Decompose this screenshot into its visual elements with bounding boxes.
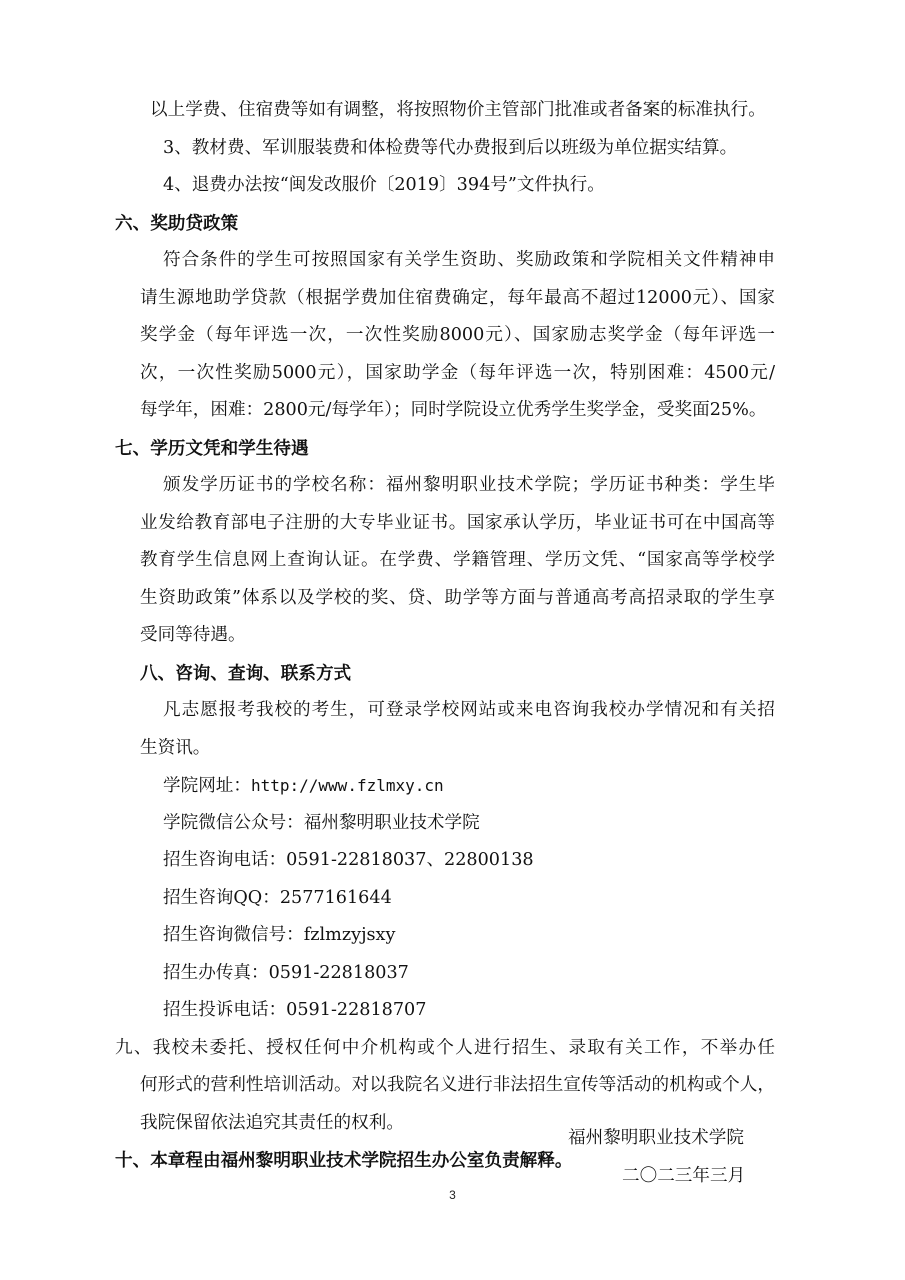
refund-policy-line: 4、退费办法按“闽发改服价〔2019〕394号”文件执行。	[163, 175, 605, 195]
section-7-paragraph-line: 教育学生信息网上查询认证。在学费、学籍管理、学历文凭、“国家高等学校学	[140, 550, 775, 570]
page-number: 3	[449, 1188, 456, 1202]
contact-value: 0591-22818037、22800138	[286, 850, 534, 870]
contact-value: 2577161644	[279, 887, 392, 908]
contact-website	[115, 767, 775, 805]
section-7-paragraph-line: 颁发学历证书的学校名称：福州黎明职业技术学院；学历证书种类：学生毕	[163, 475, 775, 495]
section-6-paragraph-line: 符合条件的学生可按照国家有关学生资助、奖励政策和学院相关文件精神申	[163, 250, 775, 270]
document-body	[115, 92, 775, 1180]
contact-label: 招生咨询微信号：	[163, 925, 304, 945]
section-10-heading: 十、本章程由福州黎明职业技术学院招生办公室负责解释。	[115, 1150, 573, 1171]
signature-date: 二〇二三年三月	[622, 1166, 746, 1186]
contact-wechat	[115, 917, 775, 955]
contact-complaint	[115, 992, 775, 1030]
section-6-paragraph-line: 奖学金（每年评选一次，一次性奖励8000元）、国家励志奖学金（每年评选一	[140, 325, 775, 345]
section-6-paragraph-line: 请生源地助学贷款（根据学费加住宿费确定，每年最高不超过12000元）、国家	[140, 287, 775, 308]
contact-label: 招生咨询电话：	[163, 850, 287, 870]
section-7-heading: 七、学历文凭和学生待遇	[115, 437, 309, 459]
section-9-line: 九、我校未委托、授权任何中介机构或个人进行招生、录取有关工作，不举办任	[115, 1037, 775, 1058]
fee-adjustment-line: 以上学费、住宿费等如有调整，将按照物价主管部门批准或者备案的标准执行。	[150, 100, 766, 120]
section-8-paragraph-line: 生资讯。	[140, 737, 211, 758]
section-7-paragraph-line: 生资助政策”体系以及学校的奖、贷、助学等方面与普通高考高招录取的学生享	[140, 587, 775, 608]
contact-value: 0591-22818037	[268, 962, 409, 983]
contact-label: 招生咨询QQ：	[163, 887, 280, 908]
section-7-paragraph-line: 受同等待遇。	[140, 625, 246, 645]
contact-phone	[115, 842, 775, 880]
contact-wechat-official	[115, 805, 775, 843]
section-8-heading: 八、咨询、查询、联系方式	[140, 662, 352, 684]
contact-value: fzlmzyjsxy	[303, 925, 396, 945]
contact-value: 福州黎明职业技术学院	[303, 812, 480, 833]
contact-label: 招生投诉电话：	[163, 1000, 287, 1020]
contact-value: 0591-22818707	[286, 1000, 427, 1020]
section-6-paragraph-line: 每学年，困难：2800元/每学年）；同时学院设立优秀学生奖学金，受奖面25%。	[140, 400, 767, 420]
website-link[interactable]: http://www.fzlmxy.cn	[250, 776, 444, 795]
section-8-paragraph-line: 凡志愿报考我校的考生，可登录学校网站或来电咨询我校办学情况和有关招	[163, 700, 775, 720]
section-7-paragraph-line: 业发给教育部电子注册的大专毕业证书。国家承认学历，毕业证书可在中国高等	[140, 512, 775, 533]
signature-institution: 福州黎明职业技术学院	[568, 1128, 744, 1148]
contact-label: 招生办传真：	[163, 962, 269, 983]
section-6-heading: 六、奖助贷政策	[115, 212, 239, 234]
section-9-line: 何形式的营利性培训活动。对以我院名义进行非法招生宣传等活动的机构或个人，	[140, 1075, 775, 1095]
contact-qq	[115, 880, 775, 918]
section-9-line: 我院保留依法追究其责任的权利。	[140, 1112, 404, 1133]
section-6-paragraph-line: 次，一次性奖励5000元），国家助学金（每年评选一次，特别困难：4500元/	[140, 362, 775, 383]
contact-label: 学院网址：	[163, 776, 251, 796]
textbook-fee-line: 3、教材费、军训服装费和体检费等代办费报到后以班级为单位据实结算。	[163, 137, 738, 158]
contact-label: 学院微信公众号：	[163, 812, 304, 833]
contact-fax	[115, 955, 775, 993]
